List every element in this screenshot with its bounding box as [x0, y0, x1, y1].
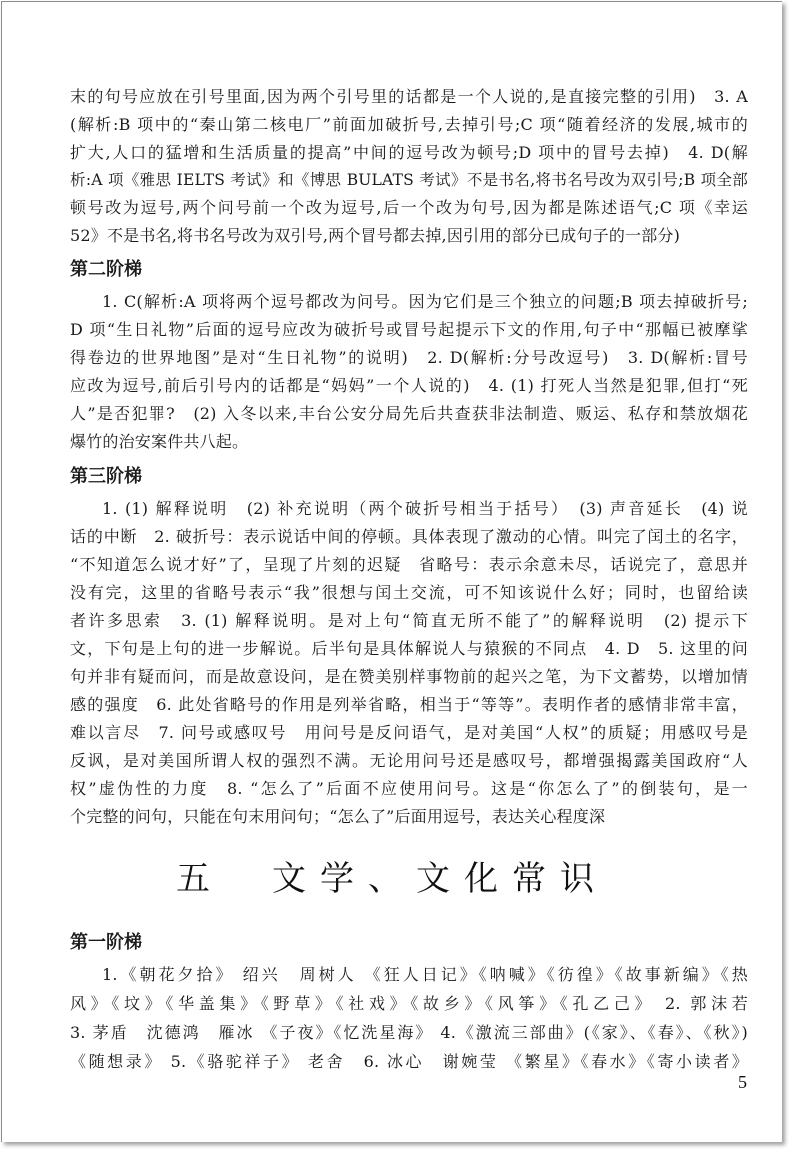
text-line: 难以言尽 7. 问号或感叹号 用问号是反问语气，是对美国“人权”的质疑；用感叹号是 [70, 723, 748, 742]
text-line: 者许多思索 3. (1) 解释说明。是对上句“简直无所不能了”的解释说明 (2) 提示下 [70, 611, 748, 630]
page-number: 5 [738, 1072, 747, 1092]
text-line: 末的句号应放在引号里面,因为两个引号里的话都是一个人说的,是直接完整的引用) 3. A [70, 87, 748, 106]
document-page [1, 1, 782, 1142]
text-line: 话的中断 2. 破折号：表示说话中间的停顿。具体表现了激动的心情。叫完了闰土的名字， [70, 527, 748, 546]
text-line: 3. 茅盾 沈德鸿 雁冰 《子夜》《忆洗星海》 4.《激流三部曲》(《家》、《春》、《秋》) [70, 1023, 748, 1042]
text-line: 1. (1) 解释说明 (2) 补充说明（两个破折号相当于括号） (3) 声音延长 (4) 说 [102, 499, 748, 518]
text-line: 反讽，是对美国所谓人权的强烈不满。无论用问号还是感叹号，都增强揭露美国政府“人 [70, 751, 748, 770]
text-line: 得卷边的世界地图”是对“生日礼物”的说明) 2. D(解析:分号改逗号) 3. D(解析:冒号 [70, 348, 748, 367]
text-line: 52》不是书名,将书名号改为双引号,两个冒号都去掉,因引用的部分已成句子的一部分) [70, 226, 681, 245]
text-line: 1. C(解析:A 项将两个逗号都改为问号。因为它们是三个独立的问题;B 项去掉破折号; [102, 292, 748, 311]
section-heading: 第二阶梯 [70, 259, 142, 280]
text-line: 句并非有疑而问，而是故意设问，是在赞美别样事物前的起兴之笔，为下文蓄势，以增加情 [70, 667, 748, 686]
text-line: 没有完，这里的省略号表示“我”很想与闰土交流，可不知该说什么好；同时，也留给读 [70, 583, 748, 602]
text-line: 顿号改为逗号,两个问号前一个改为逗号,后一个改为句号,因为都是陈述语气;C 项《幸运 [70, 198, 748, 217]
text-line: 人”是否犯罪? (2) 入冬以来,丰台公安分局先后共查获非法制造、贩运、私存和禁放烟花 [70, 404, 748, 423]
text-line: 权”虚伪性的力度 8. “怎么了”后面不应使用问号。这是“你怎么了”的倒装句，是一 [70, 779, 748, 798]
text-line: 《随想录》 5.《骆驼祥子》 老舍 6. 冰心 谢婉莹 《繁星》《春水》《寄小读者》 [70, 1052, 748, 1071]
text-line: “不知道怎么说才好”了，呈现了片刻的迟疑 省略号：表示余意未尽，话说完了，意思并 [70, 555, 748, 574]
text-line: 1.《朝花夕拾》 绍兴 周树人 《狂人日记》《呐喊》《彷徨》《故事新编》《热 [102, 965, 748, 984]
section-heading: 第三阶梯 [70, 466, 142, 487]
text-line: (解析:B 项中的“秦山第二核电厂”前面加破折号,去掉引号;C 项“随着经济的发展,城市的 [70, 115, 748, 134]
text-line: 个完整的问句，只能在句末用问句；“怎么了”后面用逗号，表达关心程度深 [70, 807, 606, 826]
text-line: 感的强度 6. 此处省略号的作用是列举省略，相当于“等等”。表明作者的感情非常丰富， [70, 695, 748, 714]
text-line: 析:A 项《雅思 IELTS 考试》和《博思 BULATS 考试》不是书名,将书名号改为双引号;B 项全部 [70, 171, 748, 189]
text-line: 扩大,人口的猛增和生活质量的提高”中间的逗号改为顿号;D 项中的冒号去掉) 4. D(解 [70, 143, 748, 162]
text-line: 爆竹的治安案件共八起。 [70, 432, 249, 451]
text-line: 文，下句是上句的进一步解说。后半句是具体解说人与猿猴的不同点 4. D 5. 这里的问 [70, 639, 748, 658]
text-line: D 项“生日礼物”后面的逗号应改为破折号或冒号起提示下文的作用,句子中“那幅已被摩挲 [70, 320, 748, 339]
chapter-title: 五 文学、文化常识 [176, 859, 608, 899]
text-line: 应改为逗号,前后引号内的话都是“妈妈”一个人说的) 4. (1) 打死人当然是犯罪,但打“死 [70, 376, 748, 395]
section-heading: 第一阶梯 [70, 932, 142, 953]
text-line: 风》《坟》《华盖集》《野草》《社戏》《故乡》《风筝》《孔乙己》 2. 郭沫若 [70, 994, 748, 1013]
